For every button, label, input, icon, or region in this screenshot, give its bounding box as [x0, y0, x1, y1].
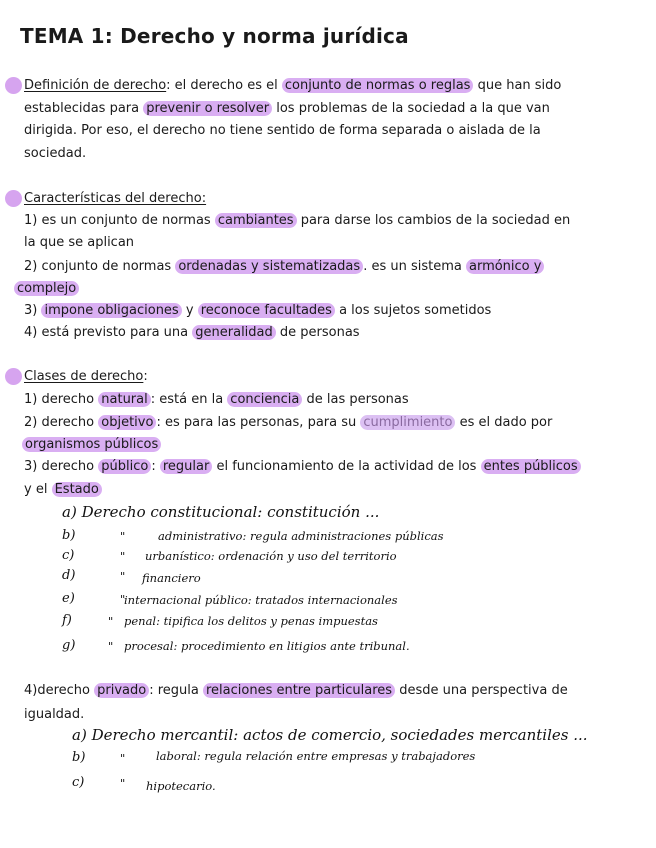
highlight: Estado	[52, 482, 102, 497]
highlight: público	[98, 459, 151, 474]
text: que han sido	[473, 78, 562, 93]
text: 2) derecho	[24, 415, 99, 430]
highlight: prevenir o resolver	[143, 101, 272, 116]
text: 3)	[24, 303, 42, 318]
handwritten-publico-d-marker: d)	[62, 568, 76, 583]
text: 4)derecho	[24, 683, 95, 698]
text: . es un sistema	[363, 259, 466, 274]
ditto-mark: "	[120, 529, 126, 543]
caracteristica-2	[24, 256, 544, 278]
handwritten-publico-g: procesal: procedimiento en litigios ante tribunal.	[124, 639, 410, 653]
text: desde una perspectiva de	[395, 683, 568, 698]
definicion-line-4: sociedad.	[24, 146, 87, 161]
text: y el	[24, 482, 52, 497]
highlight: regular	[160, 459, 212, 474]
text: : está en la	[150, 392, 228, 407]
ditto-mark: "	[120, 549, 126, 563]
highlight: objetivo	[98, 415, 156, 430]
highlight: entes públicos	[481, 459, 581, 474]
highlight: privado	[94, 683, 149, 698]
highlight: relaciones entre particulares	[203, 683, 395, 698]
clase-3-cont	[24, 479, 102, 501]
caracteristica-4	[24, 322, 360, 344]
handwritten-publico-e: internacional público: tratados internacionales	[124, 593, 398, 607]
text: de las personas	[302, 392, 409, 407]
handwritten-publico-f-marker: f)	[62, 613, 72, 628]
handwritten-publico-b-marker: b)	[62, 528, 76, 543]
highlight: conjunto de normas o reglas	[282, 78, 474, 93]
clase-1	[24, 389, 409, 411]
highlight: generalidad	[192, 325, 276, 340]
highlight: organismos públicos	[22, 437, 161, 452]
highlight: armónico y	[466, 259, 544, 274]
highlight: impone obligaciones	[41, 303, 181, 318]
highlight: ordenadas y sistematizadas	[175, 259, 363, 274]
highlight: natural	[98, 392, 150, 407]
definicion-line-3: dirigida. Por eso, el derecho no tiene sentido de forma separada o aislada de la	[24, 123, 541, 138]
text: 3) derecho	[24, 459, 99, 474]
ditto-mark: "	[120, 592, 126, 606]
handwritten-privado-c: hipotecario.	[146, 779, 216, 793]
text: y	[181, 303, 198, 318]
caracteristicas-heading	[24, 188, 206, 210]
definicion-line-2	[24, 98, 550, 120]
handwritten-publico-a: a) Derecho constitucional: constitución ...	[62, 503, 380, 521]
caracteristica-3	[24, 300, 491, 322]
handwritten-publico-e-marker: e)	[62, 591, 75, 606]
ditto-mark: "	[108, 614, 114, 628]
highlight: cumplimiento	[360, 415, 455, 430]
caracteristica-2-cont	[14, 278, 79, 300]
handwritten-privado-a: a) Derecho mercantil: actos de comercio, sociedades mercantiles ...	[72, 726, 588, 744]
handwritten-privado-c-marker: c)	[72, 775, 85, 790]
handwritten-publico-g-marker: g)	[62, 638, 76, 653]
text: de personas	[275, 325, 360, 340]
handwritten-publico-c-marker: c)	[62, 548, 75, 563]
caracteristica-1-cont: la que se aplican	[24, 235, 135, 250]
text: :	[151, 459, 160, 474]
handwritten-privado-b-marker: b)	[72, 750, 86, 765]
text: es el dado por	[455, 415, 553, 430]
text: 1) es un conjunto de normas	[24, 213, 215, 228]
definicion-heading: Definición de derecho	[24, 78, 167, 93]
bullet-dot-caracteristicas	[5, 190, 22, 207]
privado-line-2: igualdad.	[24, 707, 85, 722]
handwritten-publico-f: penal: tipifica los delitos y penas impuestas	[124, 614, 378, 628]
text: 1) derecho	[24, 392, 99, 407]
highlight: complejo	[14, 281, 79, 296]
heading-text: Características del derecho:	[24, 191, 207, 206]
text: : es para las personas, para su	[156, 415, 361, 430]
handwritten-publico-d: financiero	[142, 571, 201, 585]
handwritten-publico-c: urbanístico: ordenación y uso del territorio	[145, 549, 397, 563]
text: establecidas para	[24, 101, 144, 116]
text: para darse los cambios de la sociedad en	[296, 213, 571, 228]
ditto-mark: "	[108, 639, 114, 653]
bullet-dot-definicion	[5, 77, 22, 94]
text: el funcionamiento de la actividad de los	[212, 459, 481, 474]
text: los problemas de la sociedad a la que van	[272, 101, 550, 116]
ditto-mark: "	[120, 569, 126, 583]
text: : el derecho es el	[166, 78, 282, 93]
clase-2	[24, 412, 552, 434]
text: 4) está previsto para una	[24, 325, 193, 340]
clases-heading	[24, 366, 148, 388]
text: :	[143, 369, 148, 384]
ditto-mark: "	[120, 751, 126, 765]
bullet-dot-clases	[5, 368, 22, 385]
highlight: cambiantes	[215, 213, 297, 228]
caracteristica-1	[24, 210, 570, 232]
text: : regula	[149, 683, 203, 698]
text: a los sujetos sometidos	[334, 303, 492, 318]
definicion-line-1	[24, 75, 561, 97]
heading-text: Clases de derecho	[24, 369, 144, 384]
clase-3	[24, 456, 581, 478]
text: 2) conjunto de normas	[24, 259, 176, 274]
handwritten-privado-b: laboral: regula relación entre empresas y trabajadores	[156, 749, 476, 763]
page-title: TEMA 1: Derecho y norma jurídica	[20, 24, 409, 48]
handwritten-publico-b: administrativo: regula administraciones públicas	[158, 529, 444, 543]
privado-line-1	[24, 680, 568, 702]
highlight: conciencia	[227, 392, 302, 407]
highlight: reconoce facultades	[198, 303, 335, 318]
clase-2-cont	[22, 434, 161, 456]
ditto-mark: "	[120, 776, 126, 790]
